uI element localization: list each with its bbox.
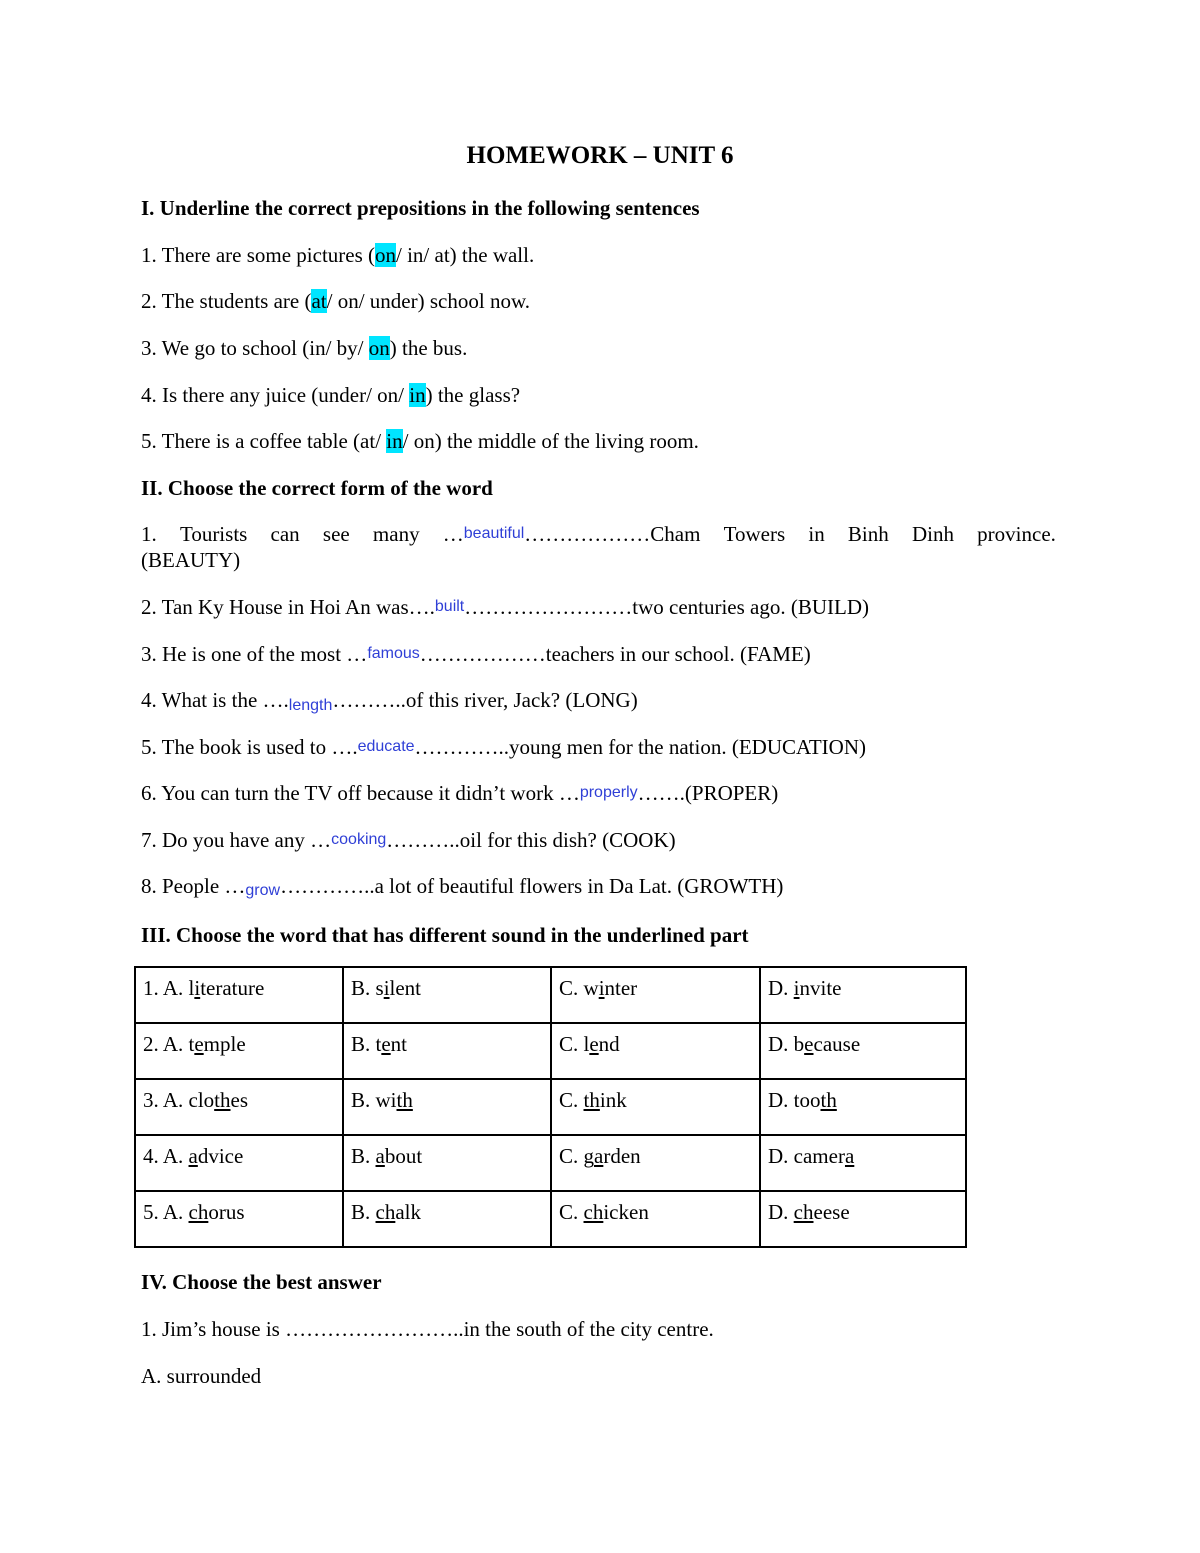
s2-item-8-pre: 8. People … [141, 874, 246, 898]
s2-item-4-post: ………..of this river, Jack? (LONG) [332, 688, 638, 712]
s2-item-2-post: ……………………two centuries ago. (BUILD) [464, 595, 870, 619]
option-text-rest: ink [599, 1088, 627, 1112]
sound-table-cell [551, 1079, 760, 1135]
sound-table-cell [135, 1135, 343, 1191]
s2-item-3 [141, 642, 811, 667]
s2-item-1-word: Tourists [179, 522, 248, 546]
underlined-part: i [383, 976, 390, 1000]
s1-item-4 [141, 383, 520, 408]
s2-item-2-pre: 2. Tan Ky House in Hoi An was…. [141, 595, 435, 619]
underlined-part: th [396, 1088, 413, 1112]
option-text-rest: nt [390, 1032, 408, 1056]
option-text: B. wi [351, 1088, 397, 1112]
s1-item-5-highlight: in [386, 429, 403, 453]
sound-table-cell [343, 1191, 551, 1247]
s2-item-1-word: many [372, 522, 420, 546]
underlined-part: th [214, 1088, 231, 1112]
option-text: C. l [559, 1032, 590, 1056]
section-3-heading: III. Choose the word that has different sound in the underlined part [141, 923, 749, 947]
option-text-rest: icken [603, 1200, 649, 1224]
s2-item-1-dots: … [442, 522, 464, 546]
option-text-rest: mple [203, 1032, 246, 1056]
s2-item-2-answer: built [434, 598, 465, 615]
s2-item-1-word: Towers [723, 522, 786, 546]
s1-item-2-highlight: at [311, 289, 327, 313]
underlined-part: ch [583, 1200, 604, 1224]
s2-item-5-post: …………..young men for the nation. (EDUCATION) [414, 735, 866, 759]
sound-table-cell [343, 1079, 551, 1135]
option-text: D. too [768, 1088, 821, 1112]
sound-table-cell [551, 1191, 760, 1247]
s2-item-8 [141, 874, 783, 899]
sound-table-cell [760, 1023, 966, 1079]
section-2-heading: II. Choose the correct form of the word [141, 476, 493, 500]
option-text: B. s [351, 976, 384, 1000]
option-text-rest: alk [395, 1200, 421, 1224]
sound-table-row [135, 1135, 966, 1191]
option-text: D. [768, 1200, 794, 1224]
s2-item-1-word: Binh [847, 522, 889, 546]
sound-table-row [135, 1191, 966, 1247]
s2-item-7 [141, 828, 676, 853]
s2-item-4-answer: length [288, 697, 333, 714]
s2-item-7-post: ………..oil for this dish? (COOK) [386, 828, 676, 852]
s1-item-4-post: ) the glass? [425, 383, 521, 407]
s1-item-4-pre: 4. Is there any juice (under/ on/ [141, 383, 410, 407]
sound-table-cell [343, 1135, 551, 1191]
s2-item-1-blank [443, 522, 701, 547]
underlined-part: a [375, 1144, 385, 1168]
option-text-rest: rden [603, 1144, 641, 1168]
sound-table-row [135, 1079, 966, 1135]
sound-table-cell [760, 967, 966, 1023]
underlined-part: i [194, 976, 201, 1000]
sound-table-row [135, 1023, 966, 1079]
option-text-rest: orus [208, 1200, 245, 1224]
option-text: 1. A. l [143, 976, 195, 1000]
s2-item-1-word: in [808, 522, 825, 546]
underlined-part: e [194, 1032, 204, 1056]
option-text: C. w [559, 976, 599, 1000]
option-text: D. camer [768, 1144, 845, 1168]
s2-item-7-answer: cooking [331, 831, 387, 848]
s2-item-1-word: 1. [141, 522, 157, 546]
option-text: D. [768, 976, 794, 1000]
s1-item-5 [141, 429, 699, 454]
option-text: D. b [768, 1032, 805, 1056]
s2-item-5-answer: educate [357, 738, 415, 755]
s2-item-6 [141, 781, 778, 806]
option-text-rest: bout [384, 1144, 423, 1168]
sound-table-cell [551, 1023, 760, 1079]
s1-item-3-highlight: on [368, 336, 390, 360]
option-text: 4. A. [143, 1144, 189, 1168]
s2-item-6-pre: 6. You can turn the TV off because it didn’t work … [141, 781, 580, 805]
s2-item-8-answer: grow [245, 882, 281, 899]
option-text: 3. A. clo [143, 1088, 215, 1112]
s2-item-4-pre: 4. What is the …. [141, 688, 289, 712]
s2-item-5 [141, 735, 866, 760]
sound-table [134, 966, 967, 1248]
option-text: B. [351, 1144, 376, 1168]
option-text-rest: nvite [799, 976, 842, 1000]
s2-item-2 [141, 595, 869, 620]
s1-item-3-pre: 3. We go to school (in/ by/ [141, 336, 369, 360]
s2-item-1-word: can [270, 522, 300, 546]
option-text-rest: terature [200, 976, 265, 1000]
sound-table-cell [343, 967, 551, 1023]
s2-item-3-pre: 3. He is one of the most … [141, 642, 368, 666]
underlined-part: a [594, 1144, 604, 1168]
s1-item-2 [141, 289, 530, 314]
option-text: B. [351, 1200, 376, 1224]
s1-item-5-post: / on) the middle of the living room. [402, 429, 699, 453]
s2-item-7-pre: 7. Do you have any … [141, 828, 332, 852]
s2-item-3-answer: famous [367, 645, 420, 662]
s1-item-3 [141, 336, 467, 361]
sound-table-cell [551, 967, 760, 1023]
s2-item-1-word: province. [977, 522, 1056, 546]
option-text-rest: nd [598, 1032, 620, 1056]
underlined-part: i [598, 976, 605, 1000]
s2-item-1-answer: beautiful [463, 525, 525, 542]
page-title: HOMEWORK – UNIT 6 [466, 142, 734, 169]
s2-item-1-line-2: (BEAUTY) [141, 548, 241, 572]
option-text: C. g [559, 1144, 595, 1168]
s1-item-2-post: / on/ under) school now. [326, 289, 530, 313]
option-text: 5. A. [143, 1200, 189, 1224]
s2-item-1-word: Dinh [911, 522, 954, 546]
option-text-rest: nter [604, 976, 638, 1000]
s1-item-1 [141, 243, 534, 268]
s1-item-5-pre: 5. There is a coffee table (at/ [141, 429, 387, 453]
option-text-rest: es [230, 1088, 249, 1112]
underlined-part: th [820, 1088, 837, 1112]
option-text: 2. A. t [143, 1032, 195, 1056]
s4-question-1-option-a: A. surrounded [141, 1364, 262, 1388]
sound-table-cell [135, 1023, 343, 1079]
s1-item-2-pre: 2. The students are ( [141, 289, 312, 313]
s2-item-4 [141, 688, 638, 713]
s2-item-6-post: …….(PROPER) [637, 781, 779, 805]
sound-table-cell [760, 1079, 966, 1135]
sound-table-cell [135, 1191, 343, 1247]
sound-table-row [135, 967, 966, 1023]
option-text: C. [559, 1200, 584, 1224]
sound-table-cell [551, 1135, 760, 1191]
s2-item-1-word: see [322, 522, 350, 546]
s1-item-1-pre: 1. There are some pictures ( [141, 243, 376, 267]
section-4-heading: IV. Choose the best answer [141, 1270, 382, 1294]
s2-item-1-dots-after: ………………Cham [524, 522, 701, 546]
sound-table-cell [135, 967, 343, 1023]
underlined-part: ch [793, 1200, 814, 1224]
option-text: C. [559, 1088, 584, 1112]
s2-item-3-post: ………………teachers in our school. (FAME) [419, 642, 811, 666]
s1-item-3-post: ) the bus. [389, 336, 468, 360]
sound-table-cell [760, 1191, 966, 1247]
s4-question-1: 1. Jim’s house is ……………………..in the south of the city centre. [141, 1317, 714, 1341]
underlined-part: ch [375, 1200, 396, 1224]
s2-item-5-pre: 5. The book is used to …. [141, 735, 358, 759]
underlined-part: a [844, 1144, 855, 1168]
section-1-heading: I. Underline the correct prepositions in the following sentences [141, 196, 700, 220]
option-text-rest: dvice [197, 1144, 244, 1168]
sound-table-cell [135, 1079, 343, 1135]
sound-table-cell [343, 1023, 551, 1079]
s1-item-1-post: / in/ at) the wall. [396, 243, 535, 267]
underlined-part: i [793, 976, 800, 1000]
s2-item-1 [141, 522, 1056, 547]
option-text-rest: cause [813, 1032, 861, 1056]
option-text-rest: eese [813, 1200, 850, 1224]
underlined-part: ch [188, 1200, 209, 1224]
underlined-part: e [804, 1032, 814, 1056]
underlined-part: e [589, 1032, 599, 1056]
option-text-rest: lent [389, 976, 422, 1000]
s1-item-1-highlight: on [375, 243, 397, 267]
underlined-part: a [188, 1144, 198, 1168]
underlined-part: th [583, 1088, 600, 1112]
s1-item-4-highlight: in [409, 383, 426, 407]
sound-table-cell [760, 1135, 966, 1191]
s2-item-6-answer: properly [579, 784, 638, 801]
option-text: B. t [351, 1032, 382, 1056]
s2-item-8-post: …………..a lot of beautiful flowers in Da Lat. (GROWTH) [280, 874, 784, 898]
underlined-part: e [381, 1032, 391, 1056]
